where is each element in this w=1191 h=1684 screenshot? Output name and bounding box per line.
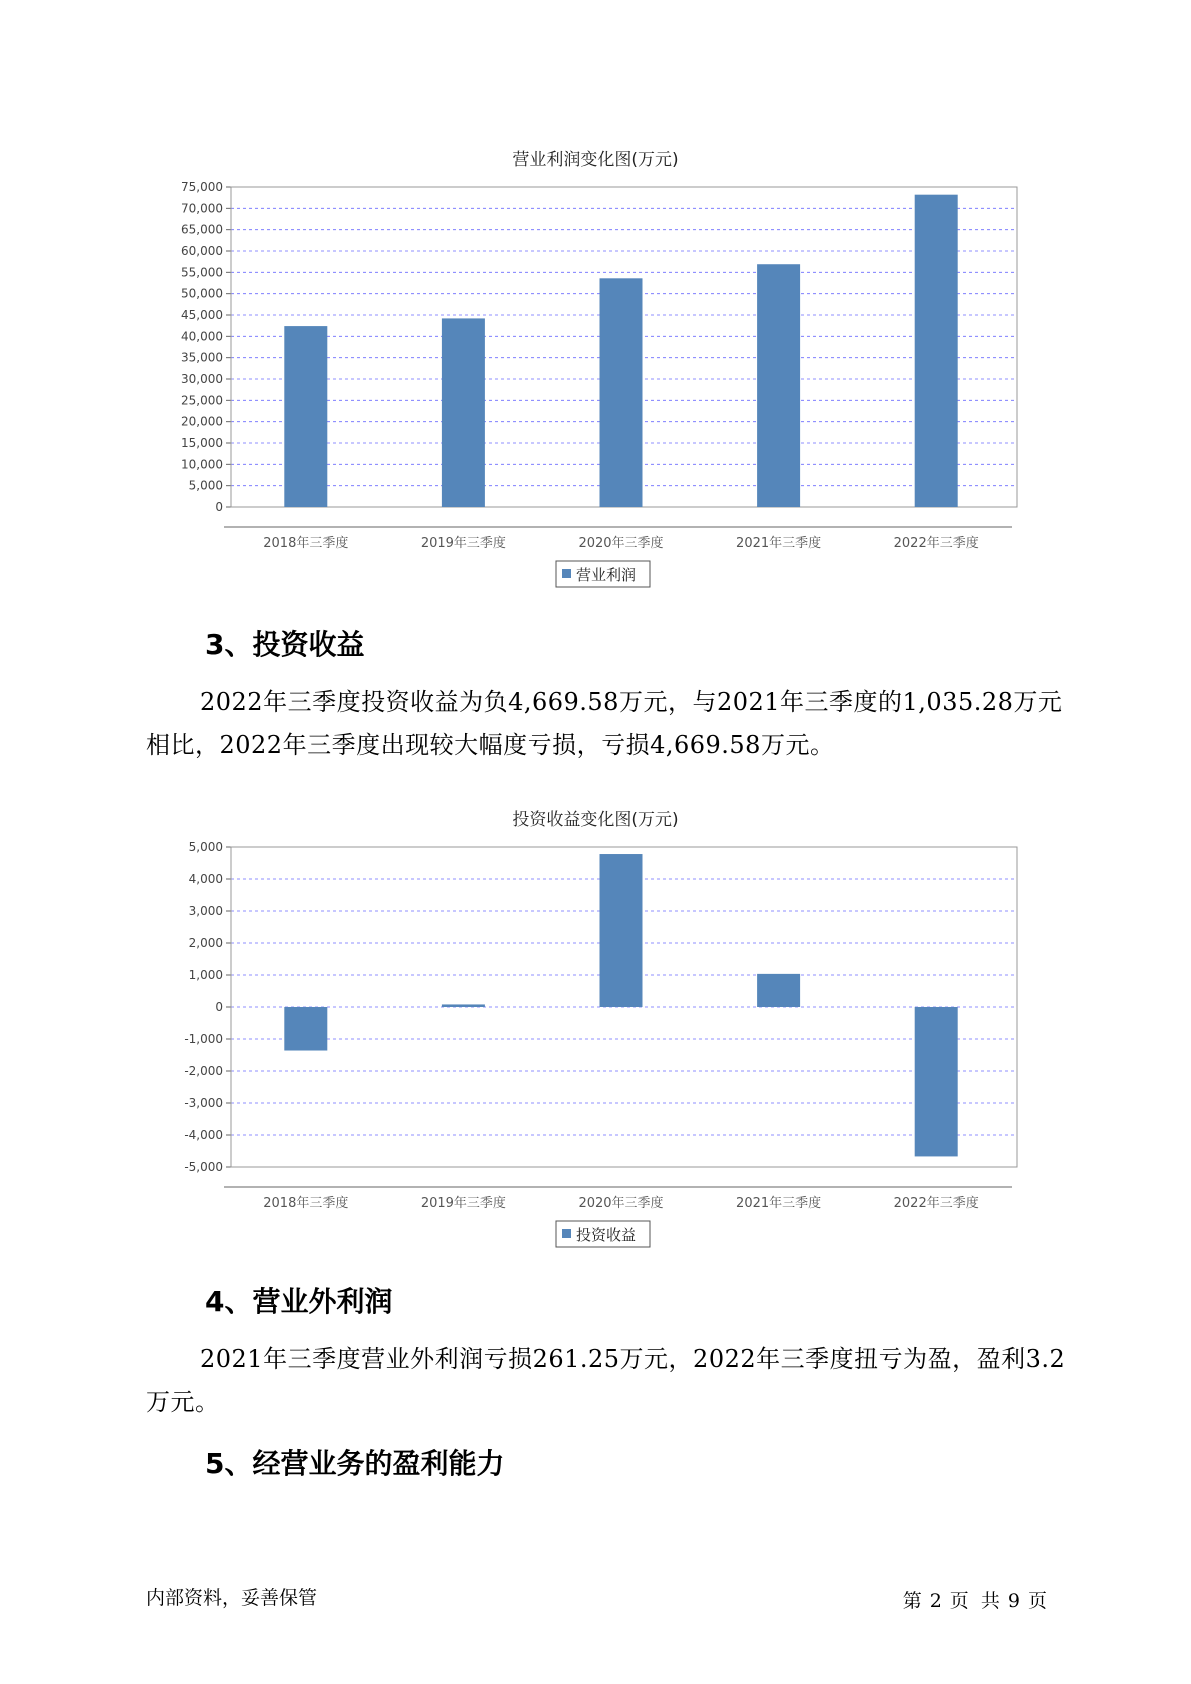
section-paragraph-non-operating-profit: 2021年三季度营业外利润亏损261.25万元，2022年三季度扭亏为盈，盈利3.2万元。 (146, 1345, 1066, 1416)
bar (757, 974, 800, 1007)
y-tick-label: 0 (215, 1000, 223, 1014)
y-tick-label: 40,000 (181, 329, 223, 344)
y-tick-label: 4,000 (188, 872, 223, 886)
y-tick-label: -1,000 (184, 1032, 223, 1046)
chart-title-operating-profit: 营业利润变化图(万元) (512, 150, 679, 170)
y-tick-label: 10,000 (181, 457, 223, 472)
legend-swatch (562, 569, 571, 578)
category-label: 2020年三季度 (578, 1196, 664, 1211)
bar (442, 318, 485, 507)
bar (442, 1004, 485, 1007)
bar (757, 264, 800, 507)
y-tick-label: 20,000 (181, 414, 223, 429)
section-paragraph-investment-income: 2022年三季度投资收益为负4,669.58万元，与2021年三季度的1,035.28万元相比，2022年三季度出现较大幅度亏损，亏损4,669.58万元。 (146, 688, 1063, 759)
y-tick-label: 35,000 (181, 350, 223, 365)
chart-title-investment-income: 投资收益变化图(万元) (512, 810, 679, 830)
bar (600, 854, 643, 1007)
y-tick-label: 70,000 (181, 201, 223, 216)
footer-page-indicator (899, 1586, 1051, 1613)
y-tick-label: -5,000 (184, 1160, 223, 1174)
bar (600, 278, 643, 507)
bar (915, 1007, 958, 1156)
category-label: 2021年三季度 (736, 1196, 822, 1211)
y-tick-label: 75,000 (181, 180, 223, 194)
y-tick-label: 2,000 (188, 936, 223, 950)
category-label: 2018年三季度 (263, 1196, 349, 1211)
y-tick-label: 25,000 (181, 393, 223, 408)
y-tick-label: 65,000 (181, 222, 223, 237)
category-label: 2019年三季度 (420, 1196, 506, 1211)
legend-swatch (562, 1229, 571, 1238)
category-label: 2020年三季度 (578, 536, 664, 551)
category-label: 2022年三季度 (893, 536, 979, 551)
category-label: 2018年三季度 (263, 536, 349, 551)
y-tick-label: -4,000 (184, 1128, 223, 1142)
y-tick-label: 60,000 (181, 244, 223, 258)
y-tick-label: 0 (215, 500, 223, 514)
page-number: 2 (929, 1590, 942, 1612)
y-tick-label: 50,000 (181, 286, 223, 301)
page-suffix: 页 (1027, 1590, 1047, 1612)
y-tick-label: 3,000 (188, 904, 223, 918)
category-label: 2022年三季度 (893, 1196, 979, 1211)
y-tick-label: 15,000 (181, 436, 223, 450)
y-tick-label: 55,000 (181, 265, 223, 280)
page-mid: 页 共 (949, 1590, 1000, 1612)
y-tick-label: 30,000 (181, 372, 223, 386)
legend-label: 投资收益 (576, 1226, 637, 1244)
y-tick-label: 5,000 (188, 478, 223, 493)
y-tick-label: 5,000 (188, 840, 223, 854)
y-tick-label: -2,000 (184, 1064, 223, 1078)
investment-income-chart (0, 830, 1191, 1250)
y-tick-label: 1,000 (188, 968, 223, 982)
legend-label: 营业利润 (576, 566, 637, 584)
footer-confidential-note: 内部资料，妥善保管 (146, 1587, 318, 1609)
bar (284, 326, 327, 507)
category-label: 2019年三季度 (420, 536, 506, 551)
section-heading-non-operating-profit: 4、营业外利润 (205, 1285, 393, 1318)
category-label: 2021年三季度 (736, 536, 822, 551)
y-tick-label: 45,000 (181, 308, 223, 322)
operating-profit-chart (0, 170, 1191, 590)
bar (284, 1007, 327, 1051)
section-heading-investment-income: 3、投资收益 (205, 628, 365, 661)
y-tick-label: -3,000 (184, 1096, 223, 1110)
page-prefix: 第 (902, 1590, 922, 1612)
bar (915, 195, 958, 507)
page-total: 9 (1007, 1590, 1020, 1612)
section-heading-operating-profitability: 5、经营业务的盈利能力 (205, 1447, 505, 1480)
